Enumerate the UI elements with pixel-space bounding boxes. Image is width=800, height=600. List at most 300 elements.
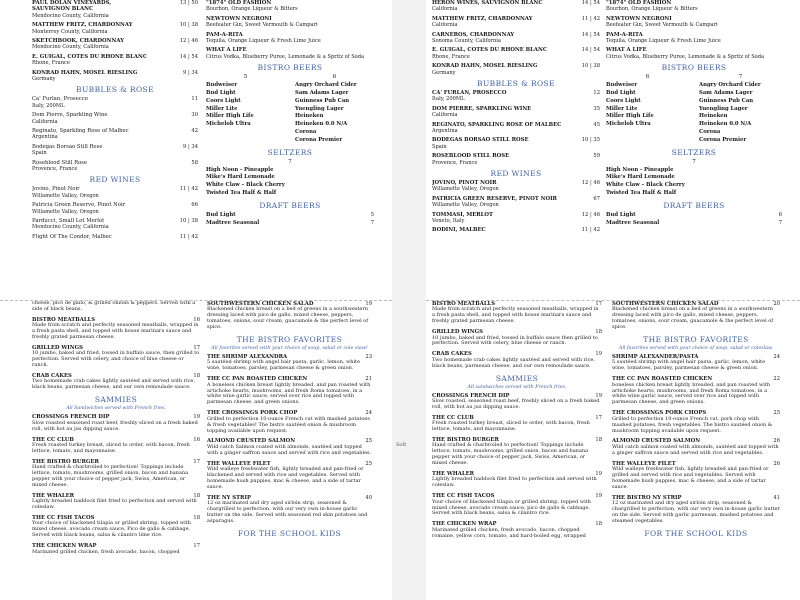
item-price: 19 — [595, 493, 602, 500]
item-description: Hand crafted & charbroiled to perfection! Toppings include lettuce, tomato, mushrooms, grilled onion, bacon and banana pepper with your choice of pepper jack, Swiss, American, or mixed cheese. — [32, 464, 189, 488]
draft-item — [606, 212, 782, 220]
item-price: 18 — [193, 514, 200, 521]
section-price: 7 — [692, 158, 696, 165]
item-price: 19 — [595, 392, 602, 399]
item-price: 18 — [595, 329, 602, 336]
item-description: Wild catch Salmon coated with almonds, sautéed and topped with a ginger saffron sauce and served with rice and vegetables. — [207, 443, 372, 456]
section-heading: SELTZERS — [671, 147, 717, 157]
item-name: "1874" OLD FASHION — [206, 0, 272, 6]
menu-item — [432, 90, 600, 102]
item-price: 14 | 54 — [581, 31, 600, 38]
beer-item: Coors Light — [206, 97, 241, 104]
item-name: THE NY STRIP — [207, 494, 251, 501]
draft-price: 7 — [370, 219, 374, 226]
item-description: Lightly breaded haddock filet fried to perfection and served with coleslaw. — [432, 476, 597, 489]
item-name: Parducci, Small Lot Merlot — [32, 217, 105, 224]
menu-item — [432, 16, 600, 28]
item-price: 58 — [191, 159, 198, 166]
item-price: 42 — [191, 127, 198, 134]
menu-item — [32, 234, 198, 240]
item-name: THE CC PAN ROASTED CHICKEN — [207, 376, 308, 383]
cocktail-beer-column — [606, 0, 782, 227]
item-price: 11 | 42 — [581, 15, 600, 22]
item-price: 12 | 46 — [581, 179, 600, 186]
item-description: Your choice of blackened tilapia or grilled shrimp, topped with mixed cheese, avocado cream sauce, Pico de gallo & cabbage. Served with black beans, salsa & cilantro lime rice. — [32, 520, 191, 539]
menu-item — [432, 329, 602, 347]
item-name: BODINI, MALBEC — [432, 227, 486, 234]
menu-item — [32, 0, 198, 19]
beer-item: Guinness Pub Can — [295, 97, 350, 104]
item-name: WHAT A LIFE — [206, 47, 247, 54]
beer-item: Angry Orchard Cider — [295, 82, 357, 89]
menu-item — [432, 196, 600, 208]
item-origin: Provence, France — [432, 159, 478, 166]
item-price: 12 — [593, 89, 600, 96]
menu-item — [432, 32, 600, 44]
menu-item — [432, 393, 602, 411]
item-price: 14 | 54 — [581, 0, 600, 6]
item-name: CRAB CAKES — [432, 351, 472, 358]
menu-item — [432, 521, 602, 539]
menu-item — [432, 153, 600, 165]
item-price: 17 — [595, 301, 602, 307]
menu-item — [432, 47, 600, 59]
item-name: NEWTOWN NEGRONI — [606, 15, 672, 22]
item-description: Marinated grilled chicken, fresh avocado, bacon, chopped — [32, 548, 180, 555]
item-name: SOUTHWESTERN CHICKEN SALAD — [207, 301, 314, 307]
menu-item — [207, 495, 372, 525]
menu-item — [432, 351, 602, 369]
menu-item — [207, 376, 372, 406]
beer-item: Bud Light — [206, 89, 236, 96]
beer-list — [206, 82, 374, 144]
menu-item — [612, 438, 780, 456]
beer-item: Corona Premier — [295, 136, 343, 143]
item-price: 19 — [365, 301, 372, 307]
section-heading: FOR THE SCHOOL KIDS — [644, 528, 748, 538]
section-note: All favorites served with your choice of soup, salad or coleslaw. — [618, 346, 774, 352]
item-description: A boneless chicken breast lightly breaded, and pan roasted with artichoke hearts, mushrooms, and fresh Roma tomatoes, in a white wine garlic sauce, served over rice and topped with parmesan cheese, and green onions. — [207, 381, 371, 406]
item-name: "1874" OLD FASHION — [606, 0, 672, 6]
menu-item — [32, 70, 198, 82]
menu-item — [32, 96, 198, 108]
beer-item: Michelob Ultra — [606, 121, 651, 128]
item-price: 10 | 38 — [179, 22, 198, 29]
item-price: 9 | 34 — [183, 69, 198, 76]
item-origin: Willamette Valley, Oregon — [432, 186, 499, 193]
section-heading: BUBBLES & ROSE — [477, 78, 555, 88]
menu-item — [432, 63, 600, 75]
item-origin: Rhone, France — [432, 53, 470, 60]
section-heading: FOR THE SCHOOL KIDS — [237, 528, 342, 538]
item-name: GRILLED WINGS — [432, 329, 483, 336]
item-name: MATTHEW FRITZ, CHARDONNAY — [32, 22, 133, 29]
draft-name: Madtree Seasonal — [606, 219, 660, 226]
seltzer-item: Twisted Tea Half & Half — [206, 189, 277, 196]
item-description: 12 oz marinated and dry aged sirloin strip, seasoned & chargrilled to perfection, with our very own in-house garlic butter on the side. Served with seasoned red skin potatoes and asparagus. — [207, 500, 368, 524]
item-price: 17 — [193, 344, 200, 351]
item-name: ROSEBLOOD STILL ROSE — [432, 153, 510, 160]
item-name: THE SHRIMP ALEXANDRA — [207, 354, 288, 361]
item-price: 19 — [595, 471, 602, 478]
section-note: All Sandwiches served with French fries. — [66, 406, 166, 412]
item-price: 11 | 42 — [179, 186, 198, 193]
item-price: 21 — [365, 376, 372, 383]
item-name: PAM-A-RITA — [606, 31, 643, 38]
item-price: 12 | 46 — [179, 38, 198, 44]
menu-item — [432, 180, 600, 192]
section-heading: DRAFT BEERS — [259, 200, 321, 210]
item-name: GRILLED WINGS — [32, 344, 83, 351]
item-row — [32, 234, 198, 240]
item-description: cheese, pico de gallo, & grilled onions & peppers. Served with a side of black beans. — [32, 301, 196, 312]
beer-item: Corona — [699, 128, 721, 135]
beer-item: Michelob Ultra — [206, 121, 251, 128]
item-name: CA' FURLAN, PROSECCO — [432, 89, 507, 96]
item-description: Slow roasted seasoned roast beef, freshly sliced on a fresh baked roll, with hot au jus dipping sauce. — [32, 419, 198, 432]
item-name: THE BISTRO BURGER — [32, 458, 99, 465]
item-name: Reginato, Sparkling Rose of Malbec — [32, 127, 129, 134]
menu-item — [207, 410, 372, 434]
item-description: Blackened chicken breast on a bed of greens in a southwestern dressing laced with pico de gallo, mixed cheese, peppers, tomatoes, onions, sour cream, guacamole & the perfect level of spice. — [207, 306, 369, 331]
item-price: 18 — [595, 437, 602, 443]
item-origin: Bourbon, Orange Liqueur & Bitters — [206, 6, 298, 13]
menu-item — [206, 0, 374, 12]
menu-item — [32, 459, 200, 489]
item-origin: Willamette Valley, Oregon — [432, 202, 499, 209]
item-price: 9 | 34 — [183, 143, 198, 150]
drinks-section — [426, 0, 800, 300]
menu-item — [612, 495, 780, 525]
item-origin: Citrus Vodka, Blueberry Puree, Lemonade & a Spritz of Soda — [606, 53, 765, 60]
menu-item — [32, 437, 200, 455]
item-description: 12 oz marinated and dry aged sirloin strip, seasoned & chargrilled to perfection, with our very own in-house garlic butter on the side. Served with garlic parmesan, mashed potatoes and steamed vegetables. — [612, 500, 780, 524]
menu-item — [612, 354, 780, 372]
item-price: 12 | 46 — [581, 211, 600, 218]
item-price: 26 — [773, 460, 780, 467]
item-name: THE CC FISH TACOS — [432, 493, 495, 500]
section-heading: SAMMIES — [495, 373, 539, 383]
item-name: SHRIMP ALEXANDER/PASTA — [612, 354, 699, 361]
item-description: 10 jumbo, baked and fried, tossed in buffalo sauce, then grilled to perfection. Served with celery, and choice of blue cheese or ranch. — [32, 350, 200, 369]
seltzer-item: White Claw – Black Cherry — [206, 182, 285, 189]
menu-item — [432, 301, 602, 325]
item-name: PATRICIA GREEN RESERVE, PINOT NOIR — [432, 195, 557, 202]
item-name: THE WHALER — [32, 492, 75, 499]
item-name: THE CROSSINGS PORK CHOP — [207, 410, 298, 417]
draft-name: Bud Light — [606, 211, 636, 218]
beer-item: Miller High Life — [606, 113, 654, 120]
item-description: Your choice of blackened tilapia or grilled shrimp, topped with mixed cheese, avocado cream sauce, pico de gallo & cabbage. Served with black beans, salsa & cilantro rice. — [432, 498, 591, 517]
section-heading: BISTRO BEERS — [257, 63, 323, 73]
menu-item — [432, 227, 600, 233]
menu-item — [606, 16, 782, 28]
item-price: 24 — [365, 410, 372, 417]
draft-price: 6 — [778, 211, 782, 218]
item-name: E. GUIGAL, COTES DU RHONE BLANC — [432, 47, 548, 54]
item-name: PAM-A-RITA — [206, 31, 243, 38]
item-price: 11 | 42 — [179, 233, 198, 240]
menu-item — [432, 471, 602, 489]
item-price: 40 — [365, 494, 372, 501]
beer-item: Heineken — [699, 113, 728, 120]
item-name: BISTRO MEATBALLS — [32, 316, 96, 323]
draft-item — [206, 220, 374, 228]
section-heading: SELTZERS — [267, 147, 313, 157]
item-description: Grilled to perfection 10-ounce French cut with mashed potatoes & fresh vegetables! The bistro sautéed onion & mushroom topping available upon request. — [207, 415, 370, 434]
item-price: 11 — [191, 96, 198, 103]
beer-item: Corona Premier — [699, 136, 747, 143]
item-price: 14 | 54 — [581, 47, 600, 54]
item-description: Two homemade crab cakes lightly sautéed and served with rice, black beans, parmesan cheese, and our own remoulade sauce. — [432, 356, 595, 369]
section-heading: RED WINES — [490, 168, 542, 178]
item-origin: Bourbon, Orange Liqueur & Bitters — [606, 6, 698, 13]
menu-item — [206, 32, 374, 44]
item-name: THE WALLEYE FILET — [612, 460, 676, 467]
item-origin: Argentina — [32, 134, 58, 141]
menu-item — [32, 373, 200, 391]
menu-item — [207, 354, 372, 372]
favorites-column — [612, 301, 780, 540]
beer-item: Heineken — [295, 113, 324, 120]
item-origin: Italy, 200ML — [432, 96, 465, 103]
item-name: CROSSINGS FRENCH DIP — [432, 392, 510, 399]
item-name: E. GUIGAL, COTES DU RHONE BLANC — [32, 53, 148, 60]
menu-page-right — [426, 0, 800, 600]
menu-item — [432, 106, 600, 118]
item-description: Blackened chicken breast on a bed of greens in a southwestern dressing laced with pico de gallo, mixed cheese, peppers, tomatoes, onions, sour cream, guacamole & the perfect level of spice. — [612, 306, 774, 331]
beer-item: Miller High Life — [206, 113, 254, 120]
draft-item — [606, 220, 782, 228]
item-description: Two homemade crab cakes lightly sautéed and served with rice, black beans, parmesan cheese, and our own remoulade sauce. — [32, 378, 195, 391]
item-name: DOM PIERRE, SPARKLING WINE — [432, 105, 532, 112]
beer-price: 7 — [738, 74, 743, 81]
item-name: Patricia Green Reserve, Pinot Noir — [32, 202, 126, 209]
item-price: 20 — [773, 301, 780, 307]
beer-item: Yuengling Lager — [295, 105, 344, 112]
menu-item — [32, 38, 198, 50]
item-origin: California — [32, 118, 58, 125]
beer-item: Miller Lite — [606, 105, 638, 112]
beer-prices — [206, 74, 374, 82]
section-heading: BUBBLES & ROSE — [76, 85, 154, 95]
item-description: Marinated grilled chicken, fresh avocado, bacon, chopped romaine, yellow corn, tomato, and hard-boiled egg, wrapped — [432, 526, 586, 539]
item-origin: Monterrey County, California — [32, 28, 108, 35]
beer-item: Guinness Pub Can — [699, 97, 754, 104]
item-name: THE CC CLUB — [32, 436, 74, 443]
item-price: 10 | 35 — [581, 137, 600, 144]
menu-item — [32, 186, 198, 198]
beer-item: Angry Orchard Cider — [699, 82, 761, 89]
menu-item — [32, 112, 198, 124]
item-origin: California — [432, 6, 458, 13]
item-name: PAUL DOLAN VINEYARDS, — [32, 0, 112, 6]
item-name: Jovino, Pinot Noir — [32, 186, 80, 193]
menu-item — [612, 410, 780, 434]
item-description: Wild catch salmon coated with almonds, sautéed and topped with a ginger saffron sauce and served with rice and vegetables. — [612, 443, 779, 456]
beer-item: Budweiser — [606, 82, 638, 89]
menu-item — [32, 144, 198, 156]
item-origin: Mendocino County, California — [32, 224, 109, 231]
seltzer-item: High Noon - Pineapple — [206, 166, 274, 173]
menu-item — [32, 317, 200, 341]
item-name: SKETCHBOOK, CHARDONNAY — [32, 38, 124, 44]
item-description: Made from scratch and perfectly seasoned meatballs, wrapped in a fresh pasta shell, and topped with house marinara sauce and freshly grated parmesan cheese. — [432, 306, 599, 325]
item-name: KONRAD HAHN, MOSEL RIESLING — [432, 63, 538, 70]
wine-column — [432, 0, 600, 237]
beer-list-right — [699, 82, 782, 144]
item-description: 10 jumbo, baked and fried, tossed in buffalo sauce then grilled to perfection. Served with celery, blue cheese or ranch. — [432, 334, 598, 347]
item-description: Lightly breaded haddock filet fried to perfection and served with coleslaw. — [32, 498, 197, 511]
draft-price: 7 — [778, 219, 782, 226]
item-origin: Willamette Valley, Oregon — [32, 208, 99, 215]
item-name: BODEGAS BORSAO STILL ROSE — [432, 137, 529, 144]
item-description: Fresh roasted turkey breast, sliced to order, with bacon, fresh lettuce, tomato, and mayonnaise. — [32, 441, 190, 454]
item-description: Wild walleye freshwater fish, lightly breaded and pan-fried or grilled and served with rice and vegetables. Served with homemade hush puppies, mac & cheese, and a side of tartar sauce. — [612, 466, 769, 490]
seltzer-item: Twisted Tea Half & Half — [606, 189, 677, 196]
item-description: Made from scratch and perfectly seasoned meatballs, wrapped in a fresh pasta shell, and topped with house marinara sauce and freshly grated parmesan cheese. — [32, 322, 199, 341]
item-name: NEWTOWN NEGRONI — [206, 15, 272, 22]
item-price: 18 — [193, 492, 200, 499]
menu-item — [32, 493, 200, 511]
food-section — [426, 300, 800, 600]
item-name: JOVINO, PINOT NOIR — [432, 179, 497, 186]
beer-item: Heineken 0.0 N/A — [295, 121, 348, 128]
food-section — [0, 300, 392, 600]
item-origin: Willamette Valley, Oregon — [32, 192, 99, 199]
item-price: 10 | 38 — [581, 63, 600, 70]
beer-item: Bud Light — [606, 89, 636, 96]
item-name: Bodegas Borsao Still Rose — [32, 143, 103, 150]
item-name: Ca' Furlan, Prosecco — [32, 96, 88, 103]
section-heading: RED WINES — [89, 175, 141, 185]
seltzer-item: Mike's Hard Lemonade — [606, 174, 675, 181]
beer-item: Sam Adams Lager — [699, 89, 753, 96]
section-heading: THE BISTRO FAVORITES — [643, 335, 749, 345]
item-price: 67 — [593, 195, 600, 202]
item-price: 24 — [773, 354, 780, 361]
menu-item — [432, 437, 602, 467]
item-price: 17 — [193, 543, 200, 550]
item-name: BISTRO MEATBALLS — [432, 301, 496, 307]
item-price: 17 — [193, 458, 200, 465]
beer-price: 6 — [332, 74, 337, 81]
section-heading: DRAFT BEERS — [663, 200, 725, 210]
item-name: CRAB CAKES — [32, 373, 72, 380]
menu-item — [207, 301, 372, 331]
beer-price: 6 — [645, 74, 650, 81]
item-price: 30 — [191, 112, 198, 119]
item-name: THE CROSSINGS PORK CHOPS — [612, 410, 707, 417]
beer-item: Budweiser — [206, 82, 238, 89]
item-name: WHAT A LIFE — [606, 47, 647, 54]
item-price: 14 | 54 — [179, 53, 198, 60]
item-name: THE CHICKEN WRAP — [432, 521, 497, 528]
page-gap — [392, 0, 426, 600]
section-heading: BISTRO BEERS — [661, 63, 727, 73]
item-price: 23 — [365, 354, 372, 361]
item-description: Slow roasted, seasoned roast beef, freshly sliced on a fresh baked roll, with hot au jus dipping sauce. — [432, 397, 600, 410]
item-price: 41 — [773, 494, 780, 501]
item-name: Roseblood Still Rose — [32, 159, 88, 166]
menu-item — [32, 54, 198, 66]
item-name: THE CC CLUB — [432, 414, 474, 421]
menu-item — [207, 461, 372, 491]
section-heading: THE BISTRO FAVORITES — [236, 335, 343, 345]
item-price: 19 — [595, 351, 602, 358]
menu-item — [612, 461, 780, 491]
favorites-column — [207, 301, 372, 540]
cocktail-beer-column — [206, 0, 374, 227]
wine-column — [32, 0, 198, 244]
beer-list-left — [606, 82, 689, 144]
item-description: 5 sautéed shrimp with angel hair pasta, garlic, lemon, white wine, tomatoes, parsley, parmesan cheese & green onion. — [207, 359, 361, 372]
item-name: MATTHEW FRITZ, CHARDONNAY — [432, 15, 533, 22]
menu-item — [32, 345, 200, 369]
section-note: All sandwiches served with French fries. — [467, 384, 567, 390]
menu-item — [206, 47, 374, 59]
section-price: 7 — [288, 158, 292, 165]
item-price: 18 — [193, 373, 200, 380]
item-name: Dom Pierre, Sparkling Wine — [32, 112, 108, 119]
item-description: Hand crafted & charbroiled to perfection! Toppings include lettuce, tomato, mushrooms, grilled onion, bacon and banana pepper with your choice of pepper jack, Swiss, American, or mixed cheese. — [432, 442, 589, 467]
sammies-column — [32, 301, 200, 559]
menu-item — [206, 16, 374, 28]
menu-item — [32, 414, 200, 432]
item-name: HERON WINES, SAUVIGNON BLANC — [432, 0, 543, 6]
beer-item: Heineken 0.0 N/A — [699, 121, 752, 128]
draft-item — [206, 212, 374, 220]
item-price: 16 — [193, 316, 200, 323]
draft-name: Bud Light — [206, 211, 236, 218]
menu-item — [32, 543, 200, 555]
item-name: THE WALLEYE FILET — [207, 460, 271, 467]
item-origin: Beefeater Gin, Sweet Vermouth & Campari — [606, 22, 718, 29]
beer-item: Corona — [295, 128, 317, 135]
item-name: KONRAD HAHN, MOSEL RIESLING — [32, 69, 138, 76]
drinks-section — [0, 0, 392, 300]
item-name: CROSSINGS FRENCH DIP — [32, 414, 110, 421]
item-price: 19 — [193, 414, 200, 421]
item-description: Fresh roasted turkey breast, sliced to order, with bacon, fresh lettuce, tomato, and mayonnaise. — [432, 420, 590, 433]
menu-item — [32, 515, 200, 539]
sammies-column — [432, 301, 602, 544]
item-origin: California — [432, 22, 458, 29]
beer-item: Yuengling Lager — [699, 105, 748, 112]
item-description: Wild walleye freshwater fish, lightly breaded and pan-fried or blackened and served with rice and vegetables. Served with homemade hush puppies, mac & cheese, and a side of tartar sauce. — [207, 466, 364, 490]
item-origin: Argentina — [432, 127, 458, 134]
menu-item — [432, 415, 602, 433]
seltzer-item: Mike's Hard Lemonade — [206, 174, 275, 181]
item-price: 11 | 42 — [581, 227, 600, 234]
beer-list-right — [295, 82, 374, 144]
beer-item: Sam Adams Lager — [295, 89, 349, 96]
item-name: ALMOND CRUSTED SALMON — [612, 438, 701, 445]
gap-label: Soft — [396, 442, 407, 448]
item-name: REGINATO, SPARKLING ROSE OF MALBEC — [432, 121, 562, 128]
item-name: THE CC PAN ROASTED CHICKEN — [612, 376, 713, 383]
menu-item — [432, 0, 600, 12]
item-name: THE WHALER — [432, 471, 475, 478]
item-price: 59 — [593, 153, 600, 160]
menu-item — [32, 22, 198, 34]
section-note: All favorites served with your choice of soup, salad or cole slaw! — [211, 346, 368, 352]
item-origin: Italy, 200ML — [32, 102, 65, 109]
item-description: boneless chicken breast lightly breaded, and pan roasted with artichoke hearts, mushrooms, and fresh Roma tomatoes, in a white wine garlic sauce, served over rice and topped with parmesan cheese, and green onions. — [612, 381, 771, 406]
menu-page-left — [0, 0, 392, 600]
beer-prices — [606, 74, 782, 82]
menu-item — [207, 438, 372, 456]
